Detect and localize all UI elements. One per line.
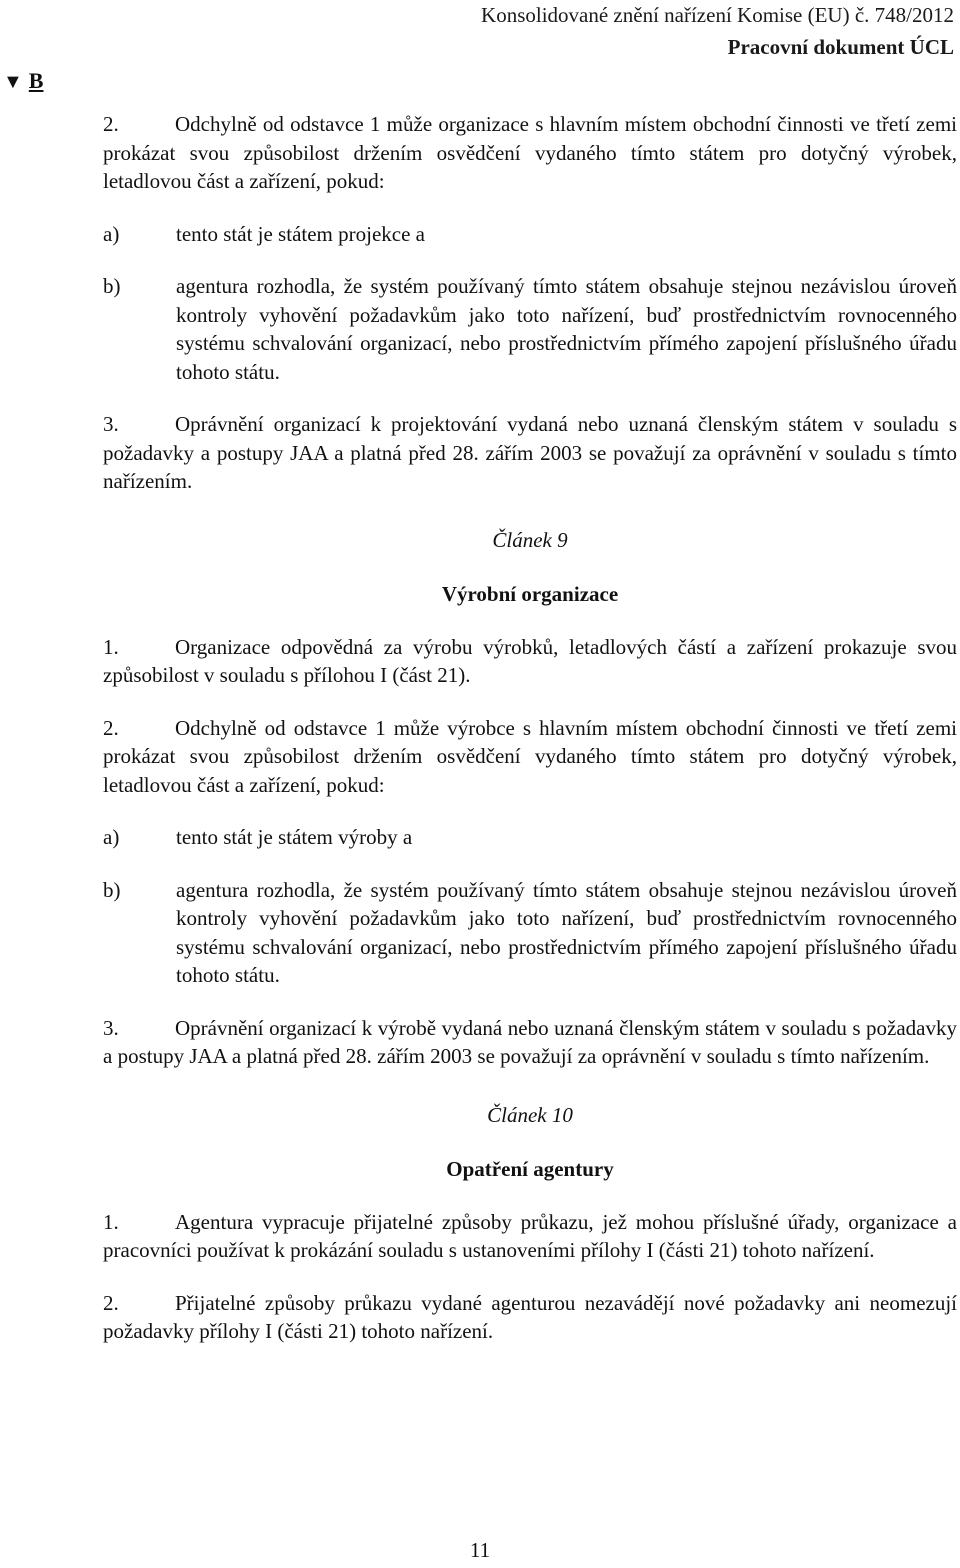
paragraph-number: 2. [103, 112, 119, 136]
paragraph-text: Oprávnění organizací k výrobě vydaná nebo uznaná členským státem v souladu s požadavky a postupy JAA a platná před 28. zářím 2003 se považují za oprávnění v souladu s tímto nařízením. [103, 1015, 957, 1068]
list-item-label: a) [103, 825, 120, 849]
paragraph-text: Organizace odpovědná za výrobu výrobků, letadlových částí a zařízení prokazuje svou způsobilost v souladu s přílohou I (část 21). [103, 634, 957, 687]
list-item-label: a) [103, 221, 120, 246]
paragraph-art8-3 [103, 410, 957, 496]
paragraph-art9-3 [103, 1014, 957, 1071]
paragraph-text: Oprávnění organizací k projektování vydaná nebo uznaná členským státem v souladu s požadavky a postupy JAA a platná před 28. zářím 2003 se považují za oprávnění v souladu s tímto nařízením. [103, 412, 957, 493]
paragraph-number: 3. [103, 412, 119, 436]
paragraph-art10-2 [103, 1289, 957, 1346]
article-9-heading: Článek 9 [492, 527, 568, 552]
list-item-label: b) [103, 274, 121, 298]
article-10-title: Opatření agentury [446, 1157, 614, 1181]
amendment-marker-letter: B [28, 68, 44, 93]
list-item-art9-2b [103, 876, 957, 990]
list-item-text: agentura rozhodla, že systém používaný tímto státem obsahuje stejnou nezávislou úroveň kontroly vyhovění požadavkům jako toto nařízení, buď prostřednictvím rovnocenného systému schvalování organizací, nebo prostřednictvím přímého zapojení příslušného úřadu tohoto státu. [176, 877, 957, 987]
paragraph-text: Odchylně od odstavce 1 může organizace s hlavním místem obchodní činnosti ve třetí zemi prokázat svou způsobilost držením osvědčení vydaného tímto státem pro dotyčný výrobek, letadlovou část a zařízení, pokud: [103, 112, 957, 193]
triangle-down-icon: ▼ [3, 71, 23, 93]
page-number: 11 [469, 1538, 491, 1562]
document-header-title: Konsolidované znění nařízení Komise (EU) č. 748/2012 [481, 3, 954, 27]
document-body [103, 110, 957, 1370]
paragraph-art9-2 [103, 714, 957, 800]
paragraph-text: Agentura vypracuje přijatelné způsoby průkazu, jež mohou příslušné úřady, organizace a pracovníci používat k prokázání souladu s ustanoveními přílohy I (části 21) tohoto nařízení. [103, 1209, 957, 1262]
paragraph-number: 2. [103, 715, 119, 740]
paragraph-number: 2. [103, 1290, 119, 1315]
paragraph-text: Přijatelné způsoby průkazu vydané agenturou nezavádějí nové požadavky ani neomezují požadavky přílohy I (části 21) tohoto nařízení. [103, 1290, 957, 1343]
article-9-title: Výrobní organizace [441, 582, 619, 606]
list-item-art9-2a [103, 823, 957, 852]
paragraph-number: 1. [103, 634, 119, 659]
paragraph-number: 1. [103, 1209, 119, 1234]
paragraph-number: 3. [103, 1015, 119, 1040]
list-item-text: agentura rozhodla, že systém používaný tímto státem obsahuje stejnou nezávislou úroveň kontroly vyhovění požadavkům jako toto nařízení, buď prostřednictvím rovnocenného systému schvalování organizací, nebo prostřednictvím přímého zapojení příslušného úřadu tohoto státu. [176, 274, 957, 384]
list-item-text: tento stát je státem projekce a [176, 221, 425, 246]
paragraph-art8-2 [103, 110, 957, 196]
paragraph-art9-1 [103, 633, 957, 690]
document-header-subtitle: Pracovní dokument ÚCL [727, 35, 954, 59]
list-item-art8-2b [103, 272, 957, 386]
paragraph-art10-1 [103, 1208, 957, 1265]
list-item-text: tento stát je státem výroby a [176, 825, 413, 849]
list-item-art8-2a [103, 220, 957, 249]
article-10-heading: Článek 10 [487, 1102, 573, 1127]
paragraph-text: Odchylně od odstavce 1 může výrobce s hlavním místem obchodní činnosti ve třetí zemi prokázat svou způsobilost držením osvědčení vydaného tímto státem pro dotyčný výrobek, letadlovou část a zařízení, pokud: [103, 715, 957, 797]
list-item-label: b) [103, 877, 121, 902]
amendment-marker [3, 68, 43, 94]
